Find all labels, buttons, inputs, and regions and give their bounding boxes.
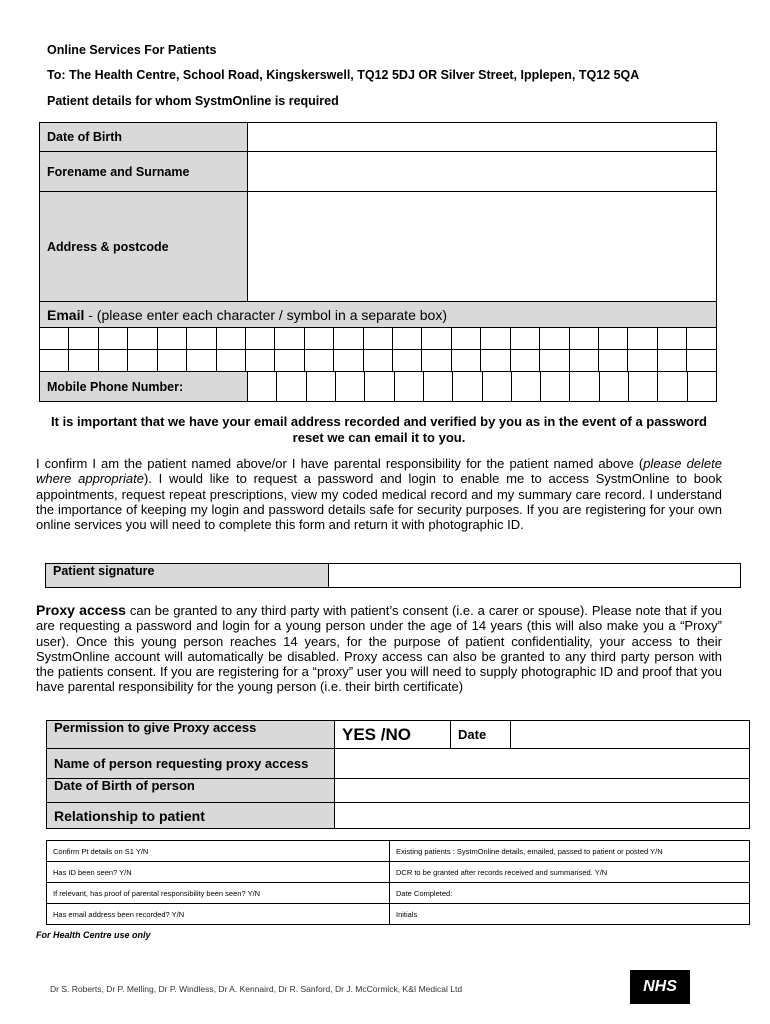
requester-name-field[interactable] [335,749,750,779]
email-char-box[interactable] [98,350,127,372]
email-char-box[interactable] [393,328,422,350]
signature-label: Patient signature [46,564,329,588]
email-char-box[interactable] [334,328,363,350]
hc-cell: Has ID been seen? Y/N [47,862,390,883]
email-label-bold: Email [47,306,85,323]
phone-digit-box[interactable] [394,372,423,402]
email-label-instruction: - (please enter each character / symbol in a separate box) [84,306,447,323]
hc-cell: DCR to be granted after records received and summarised. Y/N [390,862,750,883]
phone-digit-box[interactable] [453,372,482,402]
email-char-box[interactable] [157,328,186,350]
email-char-box[interactable] [304,350,333,372]
health-centre-table [46,840,750,925]
confirm-text-italic: please delete where appropriate [36,456,722,487]
email-char-box[interactable] [540,328,569,350]
phone-digit-box[interactable] [423,372,452,402]
hc-cell: Confirm Pt details on S1 Y/N [47,841,390,862]
dob-field[interactable] [248,123,717,152]
phone-digit-box[interactable] [511,372,540,402]
email-char-box[interactable] [599,350,628,372]
date-label: Date [451,721,511,749]
signature-field[interactable] [329,564,741,588]
mobile-phone-label: Mobile Phone Number: [40,372,248,402]
email-char-box[interactable] [363,328,392,350]
email-notice: It is important that we have your email address recorded and verified by you as in the event of a password reset we can email it to you. [51,414,707,445]
email-label [40,302,717,328]
phone-digit-box[interactable] [570,372,599,402]
hc-cell: Initials [390,904,750,925]
yes-no-field[interactable]: YES /NO [335,721,451,749]
email-char-box[interactable] [481,350,510,372]
email-char-box[interactable] [451,328,480,350]
phone-digit-box[interactable] [687,372,716,402]
email-char-box[interactable] [128,350,157,372]
email-char-box[interactable] [275,328,304,350]
requester-name-label: Name of person requesting proxy access [47,749,335,779]
email-char-box[interactable] [98,328,127,350]
email-char-box[interactable] [422,350,451,372]
email-char-box[interactable] [687,328,717,350]
patient-details-table [39,122,717,328]
permission-label: Permission to give Proxy access [47,721,335,749]
patient-details-heading: Patient details for whom SystmOnline is required [47,94,339,108]
email-char-box[interactable] [157,350,186,372]
proxy-text: can be granted to any third party with patient’s consent (i.e. a carer or spouse). Please note that if you are requesting a password and login for a young person under the age of 14 years (this will also make you a “Proxy” user). Once this young person reaches 14 years, for the purpose of patient confidentiality, your access to their SystmOnline account will automatically be disabled. Proxy access can also be granted to any third party person with the patients consent. If you are registering for a “proxy” user you will need to supply photographic ID and proof that you have parental responsibility for the young person (i.e. their birth certificate) [36,603,722,695]
proxy-access-heading: Proxy access [36,602,126,618]
relationship-label: Relationship to patient [47,803,335,829]
email-char-box[interactable] [334,350,363,372]
mobile-phone-row [39,371,717,402]
address-label: Address & postcode [40,192,248,302]
email-char-box[interactable] [510,328,539,350]
email-char-box[interactable] [275,350,304,372]
email-character-grid [39,327,717,372]
relationship-field[interactable] [335,803,750,829]
proxy-dob-label: Date of Birth of person [47,779,335,803]
email-char-box[interactable] [422,328,451,350]
email-char-box[interactable] [657,350,686,372]
date-field[interactable] [511,721,750,749]
hc-cell: Date Completed: [390,883,750,904]
phone-digit-box[interactable] [306,372,335,402]
email-char-box[interactable] [628,328,657,350]
form-title: Online Services For Patients [47,43,217,57]
email-char-box[interactable] [657,328,686,350]
proxy-paragraph [36,603,722,695]
nhs-logo: NHS [630,970,690,1004]
email-char-box[interactable] [481,328,510,350]
confirm-text-1: I confirm I am the patient named above/or I have parental responsibility for the patient named above ( [36,456,644,471]
email-char-box[interactable] [69,328,98,350]
email-char-box[interactable] [451,350,480,372]
phone-digit-box[interactable] [277,372,306,402]
phone-digit-box[interactable] [482,372,511,402]
email-char-box[interactable] [245,350,274,372]
name-label: Forename and Surname [40,152,248,192]
signature-table [45,563,741,588]
health-centre-caption: For Health Centre use only [36,930,151,940]
address-line: To: The Health Centre, School Road, Kingskerswell, TQ12 5DJ OR Silver Street, Ipplepen, TQ12 5QA [47,68,640,82]
email-char-box[interactable] [304,328,333,350]
email-char-box[interactable] [599,328,628,350]
address-field[interactable] [248,192,717,302]
confirmation-paragraph [36,456,722,532]
email-char-box[interactable] [40,328,69,350]
dob-label: Date of Birth [40,123,248,152]
phone-digit-box[interactable] [541,372,570,402]
phone-digit-box[interactable] [365,372,394,402]
email-char-box[interactable] [40,350,69,372]
email-char-box[interactable] [128,328,157,350]
hc-cell: Existing patients : SystmOnline details, emailed, passed to patient or posted Y/N [390,841,750,862]
hc-cell: If relevant, has proof of parental responsibility been seen? Y/N [47,883,390,904]
email-char-box[interactable] [363,350,392,372]
name-field[interactable] [248,152,717,192]
email-char-box[interactable] [69,350,98,372]
proxy-table [46,720,750,829]
phone-digit-box[interactable] [658,372,687,402]
phone-digit-box[interactable] [248,372,277,402]
email-char-box[interactable] [187,328,216,350]
phone-digit-box[interactable] [599,372,628,402]
confirm-text-2: ). I would like to request a password and login to enable me to access SystmOnline to book appointments, request repeat prescriptions, view my coded medical record and my summary care record. I understand the importance of keeping my login and password details safe for security purposes. If you are registering for your own online services you will need to complete this form and return it with photographic ID. [36,471,722,533]
email-char-box[interactable] [540,350,569,372]
email-char-box[interactable] [569,350,598,372]
email-char-box[interactable] [393,350,422,372]
email-char-box[interactable] [628,350,657,372]
phone-digit-box[interactable] [335,372,364,402]
email-char-box[interactable] [245,328,274,350]
email-char-box[interactable] [569,328,598,350]
phone-digit-box[interactable] [629,372,658,402]
email-char-box[interactable] [187,350,216,372]
email-char-box[interactable] [216,350,245,372]
hc-cell: Has email address been recorded? Y/N [47,904,390,925]
email-char-box[interactable] [510,350,539,372]
email-char-box[interactable] [687,350,717,372]
footer-doctors: Dr S. Roberts, Dr P. Melling, Dr P. Windless, Dr A. Kennaird, Dr R. Sanford, Dr J. McCormick, K&I Medical Ltd [50,984,463,994]
proxy-dob-field[interactable] [335,779,750,803]
email-char-box[interactable] [216,328,245,350]
